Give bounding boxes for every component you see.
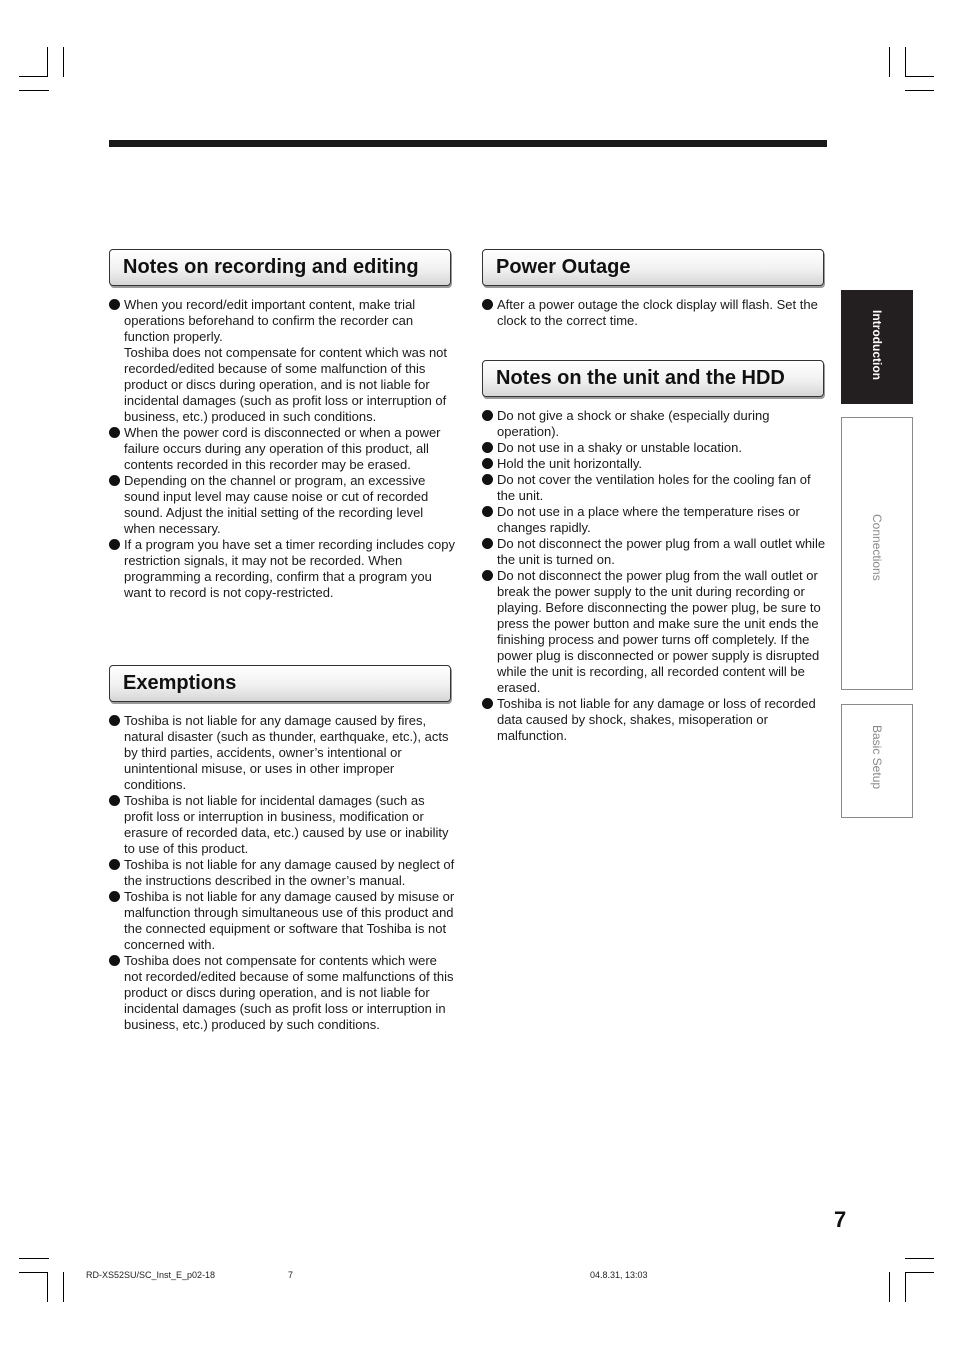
list-item [109, 857, 455, 889]
item-text: Toshiba is not liable for any damage caused by neglect of the instructions described in the owner’s manual. [124, 857, 455, 888]
crop-mark [889, 1272, 890, 1302]
item-text: After a power outage the clock display will flash. Set the clock to the correct time. [497, 297, 818, 328]
section-power-outage [482, 249, 828, 329]
tab-connections[interactable] [841, 417, 913, 690]
list-item [482, 456, 830, 472]
item-text: Toshiba is not liable for incidental damages (such as profit loss or interruption in business, modification or erasure of recorded data, etc.) caused by use or inability to use of this product. [124, 793, 449, 856]
list-item [482, 696, 830, 744]
crop-mark [19, 76, 48, 77]
tab-introduction[interactable] [841, 290, 913, 404]
section-unit-hdd [482, 360, 830, 744]
section-heading [482, 249, 824, 286]
item-text: Toshiba is not liable for any damage caused by misuse or malfunction through simultaneous use of this product and the connected equipment or software that Toshiba is not concerned with. [124, 889, 455, 952]
item-text: If a program you have set a timer recording includes copy restriction signals, it may not be recorded. When programming a recording, confirm that a program you want to record is not copy-restricted. [124, 537, 455, 600]
footer-timestamp: 04.8.31, 13:03 [590, 1270, 648, 1280]
list-item [109, 537, 455, 601]
item-text: Toshiba does not compensate for contents which were not recorded/edited because of some malfunctions of this product or discs during operation, and is not liable for incidental damages (such as profit loss or interruption in business, etc.) produced by such conditions. [124, 953, 454, 1032]
section-title: Power Outage [496, 256, 631, 278]
crop-mark [63, 47, 64, 77]
bullet-icon [109, 427, 120, 438]
item-text: Do not cover the ventilation holes for the cooling fan of the unit. [497, 472, 811, 503]
bullet-list [482, 297, 828, 329]
bullet-icon [482, 570, 493, 581]
bullet-icon [482, 474, 493, 485]
bullet-icon [482, 458, 493, 469]
item-text: When the power cord is disconnected or when a power failure occurs during any operation of this product, all contents recorded in this recorder may be erased. [124, 425, 441, 472]
bullet-list [109, 713, 455, 1033]
bullet-icon [482, 442, 493, 453]
bullet-icon [109, 715, 120, 726]
bullet-icon [109, 859, 120, 870]
crop-mark [905, 1258, 934, 1259]
list-item [109, 425, 455, 473]
list-item [482, 568, 830, 696]
item-text: Do not disconnect the power plug from a wall outlet while the unit is turned on. [497, 536, 826, 567]
bullet-icon [482, 698, 493, 709]
crop-mark [905, 47, 906, 77]
list-item [482, 408, 830, 440]
item-text: Toshiba does not compensate for content which was not recorded/edited because of some malfunction of this product or discs during operation, and is not liable for incidental damages (such as profit loss or interruption of business, etc.) produced in such conditions. [124, 345, 448, 424]
item-text: Do not use in a shaky or unstable location. [497, 440, 742, 455]
section-title: Notes on the unit and the HDD [496, 367, 785, 389]
bullet-icon [109, 539, 120, 550]
item-text: Do not disconnect the power plug from the wall outlet or break the power supply to the unit during recording or playing. Before disconnecting the power plug, be sure to press the power button and make sure the unit ends the finishing process and power turns off completely. If the power plug is disconnected or power supply is disrupted while the unit is recording, all recorded content will be erased. [497, 568, 821, 695]
item-text: Hold the unit horizontally. [497, 456, 643, 471]
section-heading [109, 249, 451, 286]
bullet-list [109, 297, 455, 601]
item-text: Depending on the channel or program, an excessive sound input level may cause noise or cut of recorded sound. Adjust the initial setting of the recording level when necessary. [124, 473, 429, 536]
crop-mark [905, 1272, 906, 1302]
tab-basic-setup[interactable] [841, 704, 913, 818]
list-item [482, 536, 830, 568]
list-item [482, 440, 830, 456]
tab-label: Introduction [870, 310, 884, 380]
tab-label: Connections [870, 514, 884, 581]
crop-mark [63, 1272, 64, 1302]
list-item [109, 953, 455, 1033]
header-rule [109, 140, 827, 147]
bullet-icon [482, 410, 493, 421]
crop-mark [889, 47, 890, 77]
section-heading [109, 665, 451, 702]
list-item [109, 793, 455, 857]
page-number: 7 [834, 1207, 847, 1232]
bullet-icon [482, 538, 493, 549]
section-heading [482, 360, 824, 397]
bullet-icon [109, 299, 120, 310]
list-item [109, 889, 455, 953]
crop-mark [47, 1272, 48, 1302]
crop-mark [47, 47, 48, 77]
bullet-icon [109, 795, 120, 806]
crop-mark [905, 1272, 934, 1273]
item-text: Toshiba is not liable for any damage or loss of recorded data caused by shock, shakes, misoperation or malfunction. [497, 696, 816, 743]
crop-mark [905, 90, 934, 91]
footer-page: 7 [288, 1270, 294, 1280]
bullet-icon [482, 299, 493, 310]
section-exemptions [109, 665, 455, 1033]
section-recording [109, 249, 455, 601]
list-item [482, 472, 830, 504]
item-text: Do not give a shock or shake (especially during operation). [497, 408, 770, 439]
section-title: Exemptions [123, 672, 237, 694]
list-item [482, 297, 828, 329]
list-item [109, 297, 455, 425]
crop-mark [19, 1272, 48, 1273]
bullet-icon [109, 475, 120, 486]
crop-mark [19, 90, 49, 91]
bullet-icon [109, 955, 120, 966]
list-item [109, 713, 455, 793]
section-title: Notes on recording and editing [123, 256, 419, 278]
crop-mark [19, 1258, 49, 1259]
list-item [109, 473, 455, 537]
item-text: Toshiba is not liable for any damage caused by fires, natural disaster (such as thunder, earthquake, etc.), acts by third parties, accidents, owner’s intentional or unintentional misuse, or uses in other improper conditions. [124, 713, 449, 792]
item-text: When you record/edit important content, make trial operations beforehand to confirm the recorder can function properly. [124, 297, 416, 344]
footer-file: RD-XS52SU/SC_Inst_E_p02-18 [86, 1270, 216, 1280]
crop-mark [905, 76, 934, 77]
list-item [482, 504, 830, 536]
bullet-icon [482, 506, 493, 517]
bullet-list [482, 408, 830, 744]
bullet-icon [109, 891, 120, 902]
tab-label: Basic Setup [870, 725, 884, 790]
item-text: Do not use in a place where the temperature rises or changes rapidly. [497, 504, 800, 535]
